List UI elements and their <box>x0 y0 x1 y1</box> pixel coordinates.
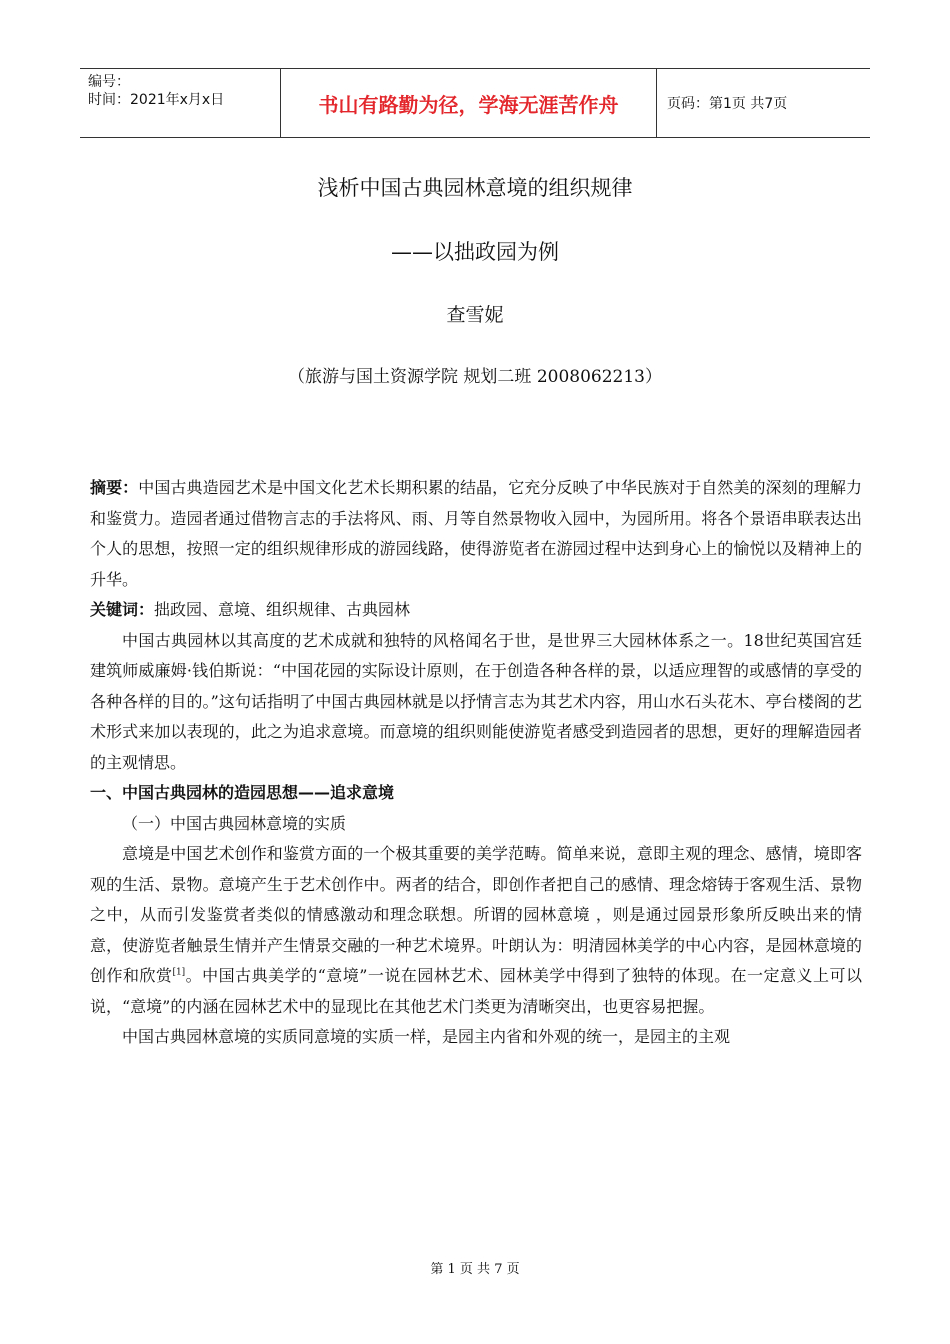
citation-marker: [1] <box>172 967 186 978</box>
document-title: 浅析中国古典园林意境的组织规律 <box>317 176 633 200</box>
page-footer: 第 1 页 共 7 页 <box>430 1262 520 1277</box>
abstract <box>90 473 862 595</box>
paragraph-yijing-part2: 。中国古典美学的“意境”一说在园林艺术、园林美学中得到了独特的体现。在一定意义上可以说，“意境”的内涵在园林艺术中的显现比在其他艺术门类更为清晰突出，也更容易把握。 <box>90 966 862 1016</box>
abstract-text: 中国古典造园艺术是中国文化艺术长期积累的结晶，它充分反映了中华民族对于自然美的深刻的理解力和鉴赏力。造园者通过借物言志的手法将风、雨、月等自然景物收入园中，为园所用。将各个景语串联表达出个人的思想，按照一定的组织规律形成的游园线路，使得游览者在游园过程中达到身心上的愉悦以及精神上的升华。 <box>90 478 862 589</box>
header-motto: 书山有路勤为径，学海无涯苦作舟 <box>280 69 657 137</box>
header-meta <box>80 69 280 137</box>
paragraph-intro: 中国古典园林以其高度的艺术成就和独特的风格闻名于世，是世界三大园林体系之一。18世纪英国宫廷建筑师威廉姆·钱伯斯说：“中国花园的实际设计原则，在于创造各种各样的景，以适应理智的或感情的享受的各种各样的目的。”这句话指明了中国古典园林就是以抒情言志为其艺术内容，用山水石头花木、亭台楼阁的艺术形式来加以表现的，此之为追求意境。而意境的组织则能使游览者感受到造园者的思想，更好的理解造园者的主观情思。 <box>90 630 862 772</box>
time-label: 时间：2021年x月x日 <box>88 92 225 108</box>
keywords <box>90 595 862 626</box>
paragraph-yijing <box>90 839 862 1022</box>
header-page-label: 页码：第1页 共7页 <box>667 96 788 112</box>
keywords-label: 关键词： <box>90 600 155 619</box>
page-header <box>80 68 870 138</box>
paragraph-essence: 中国古典园林意境的实质同意境的实质一样，是园主内省和外观的统一，是园主的主观 <box>122 1027 731 1046</box>
keywords-text: 拙政园、意境、组织规律、古典园林 <box>154 600 411 619</box>
author-affiliation: （旅游与国土资源学院 规划二班 2008062213） <box>288 367 662 387</box>
section-heading-1: 一、中国古典园林的造园思想——追求意境 <box>90 783 395 802</box>
number-label: 编号： <box>88 74 130 90</box>
document-body <box>90 473 862 1053</box>
document-subtitle: ——以拙政园为例 <box>391 240 559 264</box>
paragraph-yijing-part1: 意境是中国艺术创作和鉴赏方面的一个极其重要的美学范畴。简单来说，意即主观的理念、感情，境即客观的生活、景物。意境产生于艺术创作中。两者的结合，即创作者把自己的感情、理念熔铸于客观生活、景物之中，从而引发鉴赏者类似的情感激动和理念联想。所谓的园林意境 ，则是通过园景形象所反映出来的情意，使游览者触景生情并产生情景交融的一种艺术境界。叶朗认为：明清园林美学的中心内容，是园林意境的创作和欣赏 <box>90 844 862 985</box>
subsection-heading-1: （一）中国古典园林意境的实质 <box>122 813 347 833</box>
author-name: 查雪妮 <box>446 304 504 326</box>
abstract-label: 摘要： <box>90 478 139 497</box>
